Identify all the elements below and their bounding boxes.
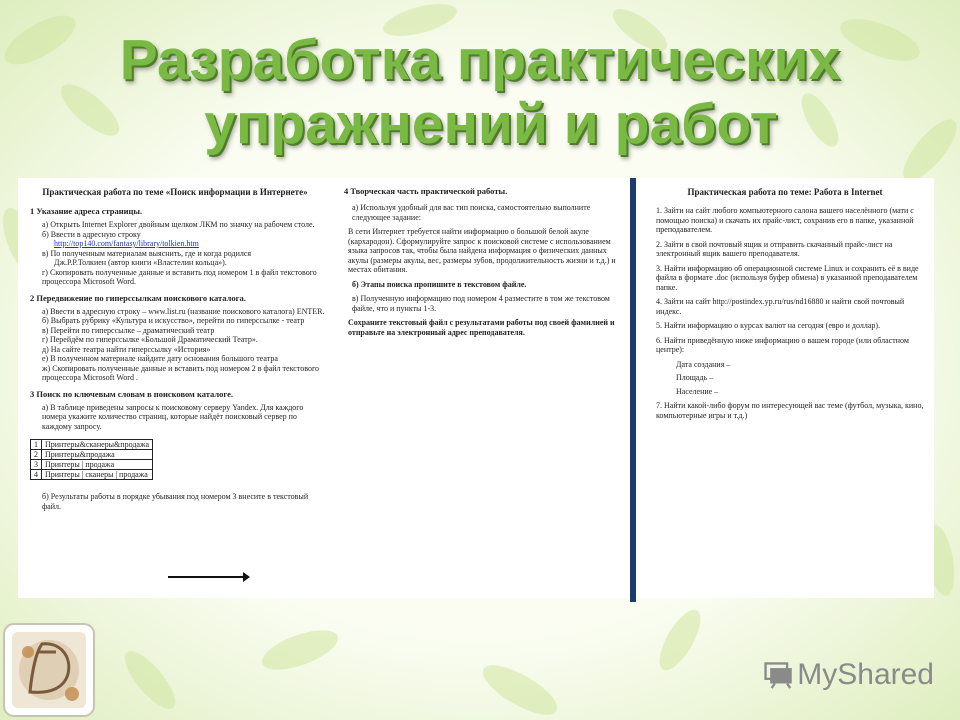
list-item: а) Ввести в адресную строку – www.list.ru (название поискового каталога) ENTER. — [42, 306, 325, 316]
presentation-icon — [764, 658, 793, 692]
list-item: 2. Зайти в свой почтовый ящик и отправить скачанный прайс-лист на электронный ящик вашего преподавателя. — [656, 239, 893, 258]
page3-header: Практическая работа по теме: Работа в Internet — [687, 187, 883, 197]
table-row — [31, 470, 153, 480]
list-item: г) Скопировать полученные данные и вставить под номером 1 в файл текстового процессора Microsoft Word. — [42, 267, 317, 286]
list-item: Население – — [676, 386, 719, 396]
arrow-right-icon — [168, 576, 248, 578]
list-item: г) Перейдём по гиперссылке «Большой Драматический Театр». — [42, 335, 258, 344]
worksheet-page-1 — [18, 178, 332, 598]
section-2-heading: 2 Передвижение по гиперссылкам поискового каталога. — [30, 292, 246, 303]
paragraph: В сети Интернет требуется найти информацию о большой белой акуле (кархародон). Сформулируйте запрос к поисковой системе с использованием языка запросов так, чтобы была найдена информация о физических данных акулы (размеры акулы, вес, размеры зубов, продолжительность жизни и т.д.) и местах обитания. — [348, 227, 616, 274]
slide-title — [0, 28, 960, 156]
table-cell: 4 — [31, 470, 42, 480]
list-item: 6. Найти приведённую ниже информацию о вашем городе (или областном центре): — [656, 335, 909, 354]
section-4-heading: 4 Творческая часть практической работы. — [344, 186, 508, 196]
list-item: в) По полученным материалам выяснить, где и когда родился — [42, 248, 252, 258]
title-line-2: упражнений и работ — [204, 92, 778, 156]
title-line-1: Разработка практических — [119, 28, 841, 92]
list-item: 7. Найти какой-либо форум по интересующей вас теме (футбол, музыка, кино, компьютерные игры и т.д.) — [656, 401, 924, 420]
list-item: в) Перейти по гиперссылке – драматический театр — [42, 325, 215, 335]
list-item: б) Результаты работы в порядке убывания под номером 3 внесите в текстовый файл. — [42, 492, 309, 511]
table-row — [31, 440, 153, 450]
table-row — [31, 460, 153, 470]
table-cell: 3 — [31, 460, 42, 470]
list-item: а) В таблице приведены запросы к поисковому серверу Yandex. Для каждого номера укажите количество страниц, которые найдёт поисковый сервер по каждому запросу. — [42, 402, 304, 431]
myshared-watermark — [764, 655, 934, 695]
list-item: 1. Зайти на сайт любого компьютерного салона вашего населённого (мати с помощью поиска) и скачать их прайс-лист, сохранив его в папке, указанной преподавателем. — [656, 206, 914, 234]
worksheet-page-3 — [636, 178, 934, 598]
table-row — [31, 450, 153, 460]
table-cell: Принтеры | продажа — [42, 460, 153, 470]
list-item: е) В полученном материале найдите дату основания большого театра — [42, 354, 278, 363]
list-item: а) Открыть Internet Explorer двойным щелком ЛКМ по значку на рабочем столе. — [42, 220, 315, 229]
list-item: д) На сайте театра найти гиперссылку «История» — [42, 344, 211, 354]
table-cell: 1 — [31, 440, 42, 450]
list-item: б) Ввести в адресную строку — [42, 229, 141, 239]
list-item: б) Выбрать рубрику «Культура и искусство», перейти по гиперссылке - театр — [42, 316, 305, 325]
paragraph: в) Полученную информацию под номером 4 разместите в том же текстовом файле, что и пункты 1-3. — [352, 294, 610, 313]
table-cell: Принтеры&сканеры&продажа — [42, 440, 153, 450]
list-item: Дата создания – — [676, 359, 731, 369]
table-cell: Принтеры&продажа — [42, 450, 153, 460]
table-cell: 2 — [31, 450, 42, 460]
watermark-text: MyShared — [797, 658, 934, 691]
paragraph: а) Используя удобный для вас тип поиска, самостоятельно выполните следующее задание: — [352, 203, 591, 222]
section-3-heading: 3 Поиск по ключевым словам в поисковом каталоге. — [30, 388, 234, 399]
paragraph: б) Этапы поиска пропишите в текстовом файле. — [352, 279, 527, 289]
table-cell: Принтеры | сканеры | продажа — [42, 470, 153, 480]
list-item: 3. Найти информацию об операционной системе Linux и сохранить её в виде файла в формате .doc (используя буфер обмена) в указанной преподавателем папке. — [656, 263, 919, 292]
worksheet-page-2 — [332, 178, 630, 598]
link-url[interactable]: http://top140.com/fantasy/library/tolkien.htm — [54, 239, 199, 248]
list-item: 4. Зайти на сайт http://postindex.yp.ru/rus/nd16880 и найти свой почтовый индекс. — [656, 297, 905, 316]
query-table — [30, 439, 153, 480]
list-item: 5. Найти информацию о курсах валют на сегодня (евро и доллар). — [656, 321, 881, 330]
section-1-heading: 1 Указание адреса страницы. — [30, 206, 143, 216]
paragraph: Сохраните текстовый файл с результатами работы под своей фамилией и отправьте на электронный адрес преподавателя. — [348, 318, 615, 337]
monogram-logo-icon — [2, 622, 96, 718]
page1-header: Практическая работа по теме «Поиск информации в Интернете» — [42, 187, 308, 197]
list-item: Дж.Р.Р.Толкиен (автор книги «Властелин кольца»). — [54, 258, 227, 267]
list-item: Площадь – — [676, 373, 714, 382]
list-item: ж) Скопировать полученные данные и вставить под номером 2 в файл текстового процессора Microsoft Word . — [42, 363, 320, 382]
